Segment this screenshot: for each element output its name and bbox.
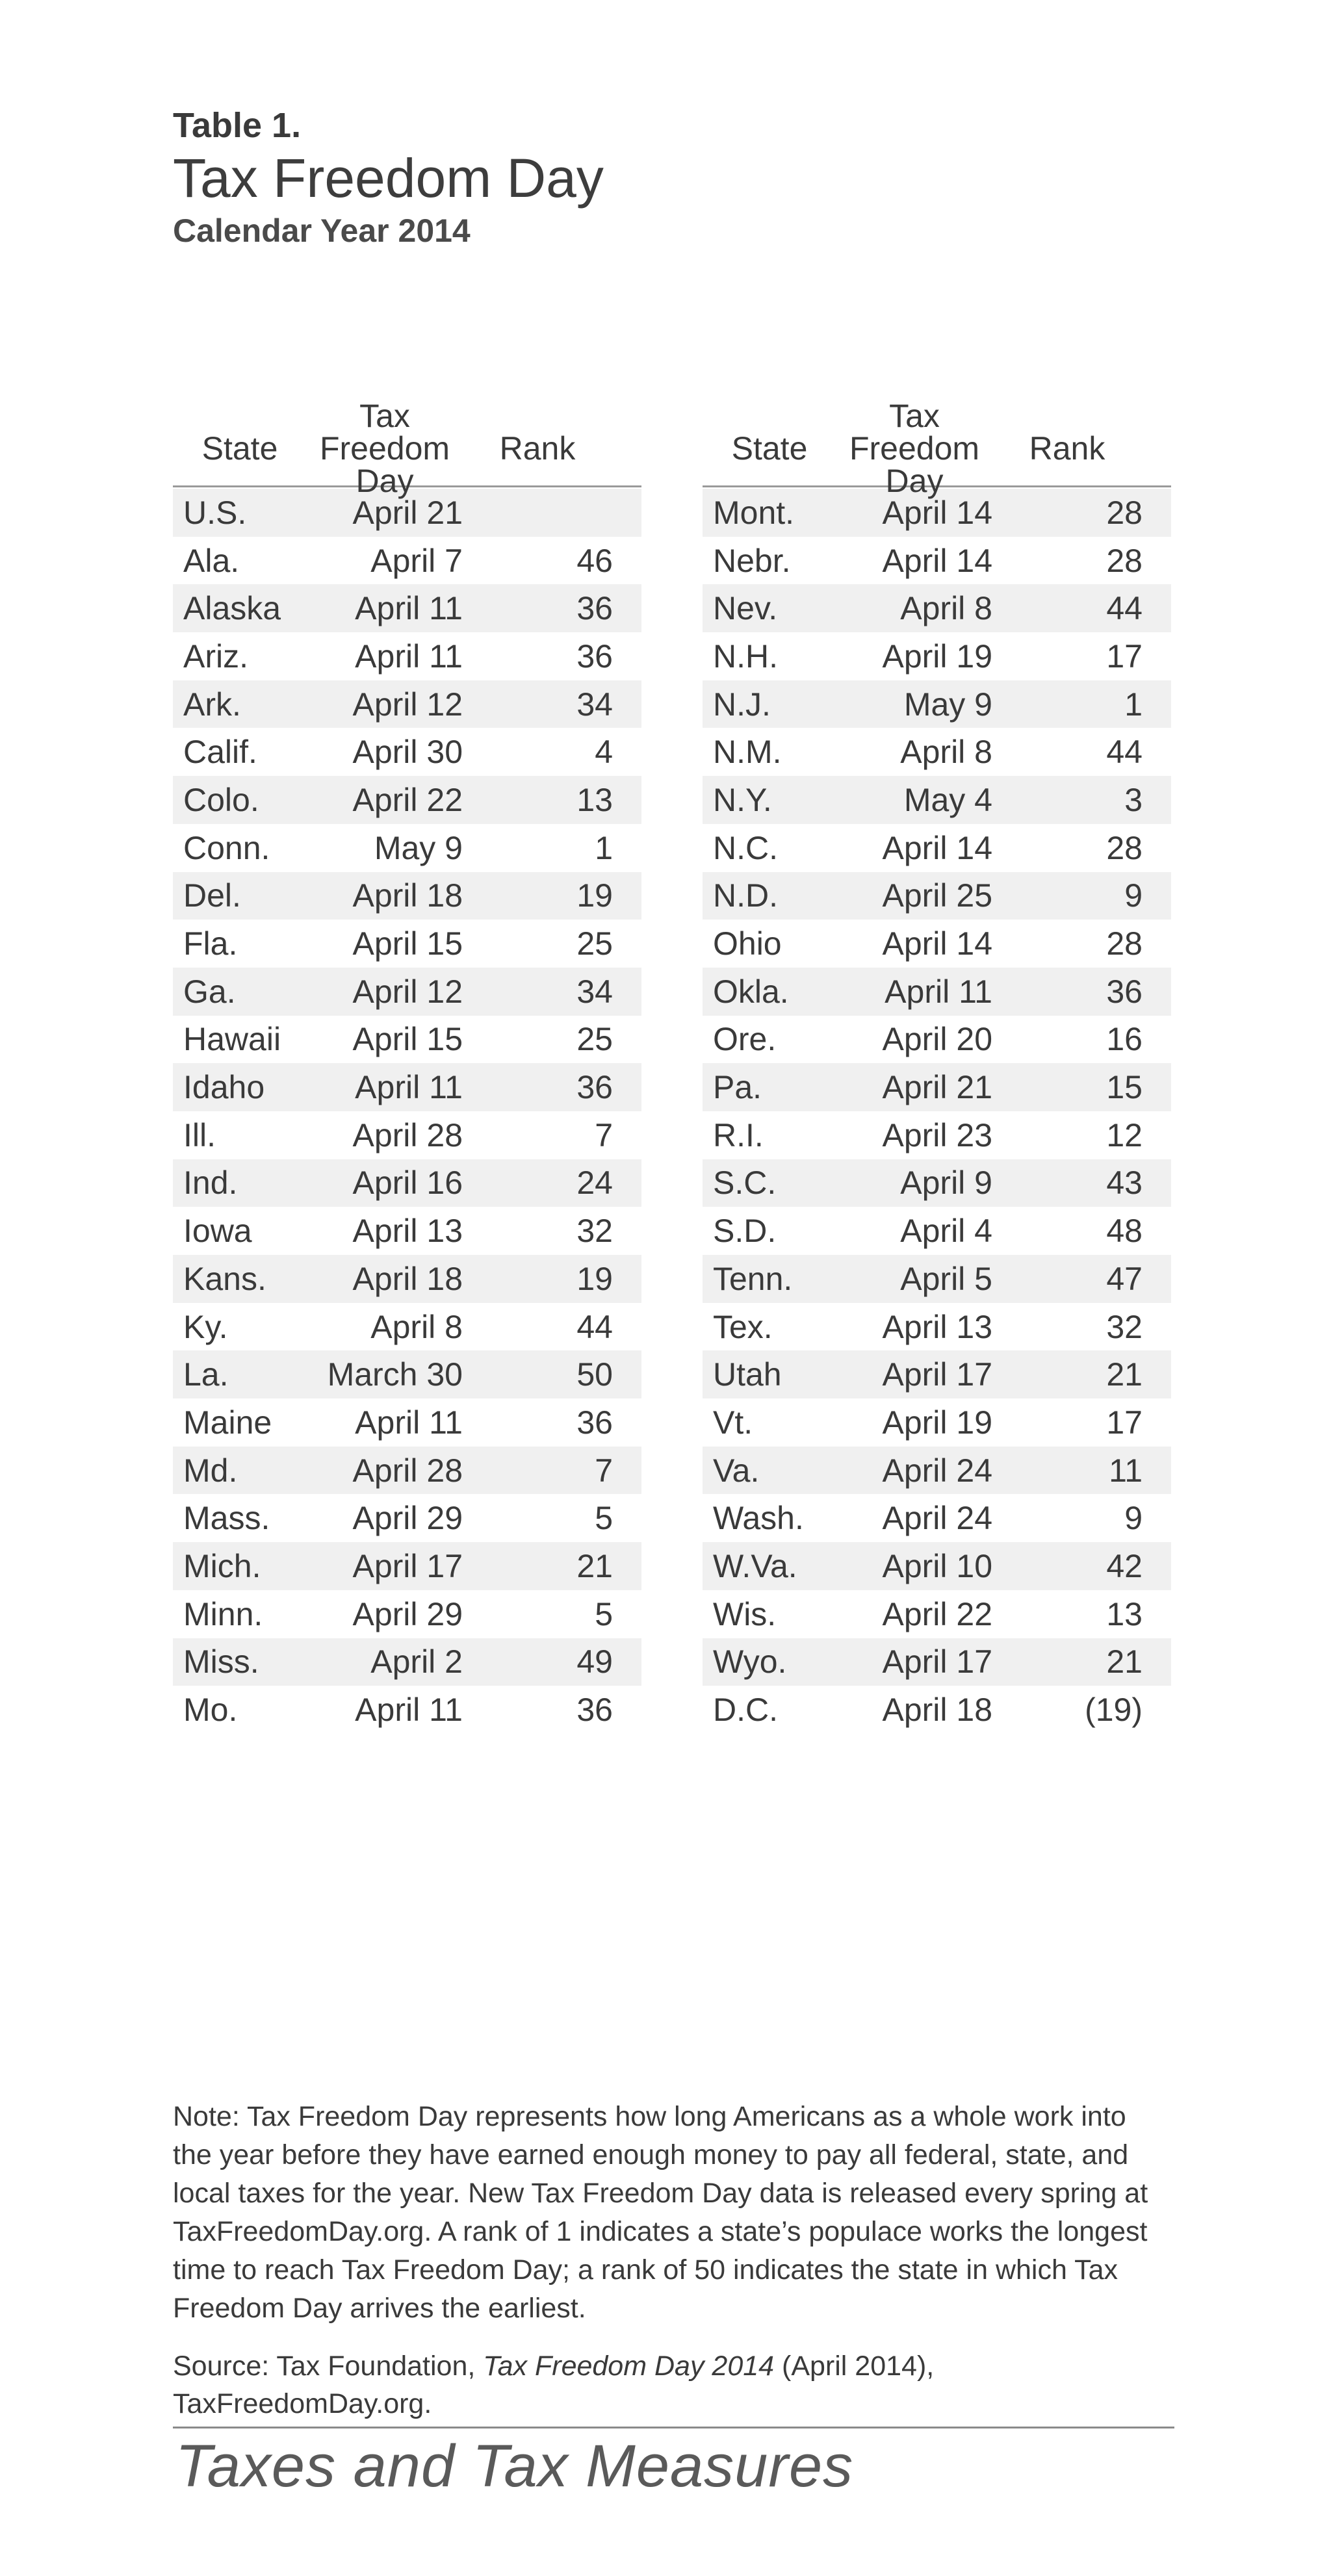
- col-header-day-line2: Day: [355, 462, 414, 499]
- cell-day: April 14: [882, 542, 992, 579]
- col-header-rank: Rank: [499, 430, 576, 467]
- cell-rank: 19: [576, 877, 613, 914]
- cell-day: April 28: [352, 1116, 463, 1153]
- cell-state: Maine: [183, 1404, 272, 1441]
- cell-state: Alaska: [183, 590, 281, 627]
- table-row: [173, 680, 641, 728]
- cell-state: Ind.: [183, 1165, 238, 1202]
- cell-state: Md.: [183, 1452, 238, 1489]
- table-row: [173, 872, 641, 920]
- cell-state: Okla.: [713, 973, 789, 1010]
- cell-day: April 25: [882, 877, 992, 914]
- cell-rank: 15: [1106, 1069, 1143, 1106]
- cell-day: April 8: [370, 1308, 463, 1345]
- cell-state: Ala.: [183, 542, 240, 579]
- table-row: [173, 632, 641, 680]
- table-row: [703, 1590, 1171, 1638]
- cell-day: April 10: [882, 1547, 992, 1584]
- table-row: [173, 920, 641, 968]
- cell-state: Wyo.: [713, 1643, 787, 1681]
- cell-state: N.M.: [713, 734, 782, 771]
- table-row: [173, 1063, 641, 1111]
- cell-rank: 12: [1106, 1116, 1143, 1153]
- cell-rank: 44: [1106, 590, 1143, 627]
- cell-rank: 21: [1106, 1356, 1143, 1393]
- cell-day: April 21: [352, 494, 463, 531]
- cell-day: May 9: [374, 829, 463, 866]
- cell-rank: 34: [576, 973, 613, 1010]
- cell-state: Utah: [713, 1356, 782, 1393]
- table-row: [703, 872, 1171, 920]
- page-subtitle: Calendar Year 2014: [173, 213, 471, 249]
- cell-rank: 36: [1106, 973, 1143, 1010]
- table-row: [703, 680, 1171, 728]
- cell-state: Nebr.: [713, 542, 791, 579]
- cell-rank: 5: [595, 1595, 613, 1632]
- cell-rank: 7: [595, 1452, 613, 1489]
- cell-state: Ohio: [713, 925, 782, 962]
- col-header-state: State: [201, 430, 278, 467]
- cell-rank: 25: [576, 925, 613, 962]
- table-row: [703, 537, 1171, 585]
- table-row: [703, 1016, 1171, 1064]
- table-row: [703, 1350, 1171, 1398]
- cell-state: Mich.: [183, 1547, 261, 1584]
- cell-rank: (19): [1085, 1692, 1143, 1729]
- table-note: Note: Tax Freedom Day represents how long Americans as a whole work into the year before they have earned enough money to pay all federal, state, and local taxes for the year. New Tax Freedom Day data is released every spring at TaxFreedomDay.org. A rank of 1 indicates a state’s populace works the longest time to reach Tax Freedom Day; a rank of 50 indicates the state in which Tax Freedom Day arrives the earliest.: [173, 2101, 1148, 2324]
- cell-day: April 11: [885, 973, 992, 1010]
- cell-state: Ky.: [183, 1308, 228, 1345]
- table-row: [173, 1207, 641, 1255]
- cell-state: Calif.: [183, 734, 257, 771]
- cell-state: N.C.: [713, 829, 778, 866]
- table-row: [703, 1686, 1171, 1734]
- table-row: [173, 968, 641, 1016]
- cell-rank: 36: [576, 1069, 613, 1106]
- cell-rank: 21: [1106, 1643, 1143, 1681]
- cell-state: Ill.: [183, 1116, 216, 1153]
- cell-rank: 32: [576, 1213, 613, 1250]
- cell-day: April 9: [900, 1165, 992, 1202]
- table-header: [173, 397, 641, 499]
- cell-day: April 11: [355, 1404, 463, 1441]
- table-row: [703, 632, 1171, 680]
- cell-state: Minn.: [183, 1595, 263, 1632]
- table-row: [173, 1350, 641, 1398]
- cell-rank: 44: [576, 1308, 613, 1345]
- col-header-state: State: [731, 430, 808, 467]
- cell-state: Miss.: [183, 1643, 259, 1681]
- col-header-day: [836, 397, 992, 499]
- cell-rank: 17: [1106, 638, 1143, 675]
- cell-rank: 24: [576, 1165, 613, 1202]
- cell-day: April 22: [352, 781, 463, 818]
- cell-day: April 20: [882, 1021, 992, 1058]
- source-title: Tax Freedom Day 2014: [483, 2351, 775, 2382]
- table-row: [173, 1111, 641, 1159]
- cell-rank: 32: [1106, 1308, 1143, 1345]
- cell-day: May 9: [903, 686, 992, 723]
- cell-day: April 17: [882, 1643, 992, 1681]
- cell-rank: 21: [576, 1547, 613, 1584]
- cell-day: April 5: [900, 1260, 992, 1297]
- source-citation: [173, 2347, 1161, 2423]
- source-prefix: Source: Tax Foundation,: [173, 2351, 484, 2382]
- cell-rank: 36: [576, 1692, 613, 1729]
- cell-day: April 8: [900, 590, 992, 627]
- table-header: [703, 397, 1171, 499]
- cell-day: April 13: [882, 1308, 992, 1345]
- table-body-left: [173, 489, 641, 1734]
- cell-state: Ariz.: [183, 638, 248, 675]
- table-row: [703, 776, 1171, 824]
- table-right: [703, 397, 1171, 1734]
- cell-day: April 16: [352, 1165, 463, 1202]
- cell-day: April 8: [900, 734, 992, 771]
- table-row: [703, 920, 1171, 968]
- cell-rank: 48: [1106, 1213, 1143, 1250]
- table-row: [703, 1398, 1171, 1447]
- cell-day: April 12: [352, 973, 463, 1010]
- table-row: [703, 824, 1171, 872]
- cell-state: Fla.: [183, 925, 238, 962]
- cell-day: April 24: [882, 1452, 992, 1489]
- cell-rank: 28: [1106, 494, 1143, 531]
- table-row: [703, 1159, 1171, 1207]
- cell-state: Hawaii: [183, 1021, 281, 1058]
- cell-rank: 42: [1106, 1547, 1143, 1584]
- cell-rank: 28: [1106, 925, 1143, 962]
- cell-state: Nev.: [713, 590, 778, 627]
- cell-rank: 1: [595, 829, 613, 866]
- cell-day: April 14: [882, 829, 992, 866]
- cell-rank: 25: [576, 1021, 613, 1058]
- table-heading: [173, 104, 604, 250]
- cell-day: April 2: [370, 1643, 463, 1681]
- table-row: [173, 1590, 641, 1638]
- cell-rank: 49: [576, 1643, 613, 1681]
- cell-state: Colo.: [183, 781, 259, 818]
- cell-day: March 30: [327, 1356, 463, 1393]
- cell-day: April 18: [882, 1692, 992, 1729]
- cell-state: Del.: [183, 877, 241, 914]
- cell-day: April 12: [352, 686, 463, 723]
- table-row: [173, 584, 641, 632]
- cell-day: April 19: [882, 638, 992, 675]
- table-row: [173, 1159, 641, 1207]
- cell-day: April 30: [352, 734, 463, 771]
- cell-day: April 15: [352, 1021, 463, 1058]
- cell-day: April 15: [352, 925, 463, 962]
- cell-state: W.Va.: [713, 1547, 797, 1584]
- cell-rank: 13: [576, 781, 613, 818]
- cell-day: April 14: [882, 925, 992, 962]
- cell-state: Ga.: [183, 973, 236, 1010]
- table-row: [703, 1111, 1171, 1159]
- page-title: Tax Freedom Day: [173, 148, 604, 209]
- cell-rank: 28: [1106, 542, 1143, 579]
- cell-day: April 11: [355, 1069, 463, 1106]
- cell-day: April 17: [882, 1356, 992, 1393]
- table-row: [703, 1063, 1171, 1111]
- footer-divider: [173, 2427, 1174, 2428]
- cell-state: U.S.: [183, 494, 247, 531]
- cell-day: April 29: [352, 1500, 463, 1537]
- cell-state: Ark.: [183, 686, 241, 723]
- cell-state: Mont.: [713, 494, 795, 531]
- cell-rank: 36: [576, 1404, 613, 1441]
- table-row: [703, 1638, 1171, 1686]
- table-row: [703, 1542, 1171, 1590]
- table-body-right: [703, 489, 1171, 1734]
- cell-rank: 36: [576, 638, 613, 675]
- table-row: [703, 1255, 1171, 1303]
- table-row: [173, 776, 641, 824]
- col-header-day: [307, 397, 463, 499]
- cell-day: April 17: [352, 1547, 463, 1584]
- cell-rank: 17: [1106, 1404, 1143, 1441]
- col-header-day-line1: Tax Freedom: [849, 397, 980, 467]
- table-left: [173, 397, 641, 1734]
- table-row: [173, 1494, 641, 1542]
- cell-state: Iowa: [183, 1213, 252, 1250]
- cell-day: April 23: [882, 1116, 992, 1153]
- cell-state: N.D.: [713, 877, 778, 914]
- cell-state: Va.: [713, 1452, 760, 1489]
- cell-state: Mass.: [183, 1500, 270, 1537]
- cell-state: Wash.: [713, 1500, 804, 1537]
- cell-state: R.I.: [713, 1116, 764, 1153]
- cell-day: April 22: [882, 1595, 992, 1632]
- cell-rank: 36: [576, 590, 613, 627]
- cell-day: April 19: [882, 1404, 992, 1441]
- cell-state: Tex.: [713, 1308, 773, 1345]
- cell-rank: 43: [1106, 1165, 1143, 1202]
- cell-state: S.D.: [713, 1213, 777, 1250]
- cell-state: Tenn.: [713, 1260, 793, 1297]
- table-row: [703, 489, 1171, 537]
- cell-rank: 5: [595, 1500, 613, 1537]
- cell-day: April 29: [352, 1595, 463, 1632]
- table-row: [703, 1494, 1171, 1542]
- cell-rank: 44: [1106, 734, 1143, 771]
- cell-day: April 4: [900, 1213, 992, 1250]
- table-row: [173, 1255, 641, 1303]
- table-row: [703, 1207, 1171, 1255]
- table-row: [173, 824, 641, 872]
- table-row: [173, 728, 641, 776]
- cell-day: April 11: [355, 590, 463, 627]
- cell-state: Idaho: [183, 1069, 265, 1106]
- cell-rank: 47: [1106, 1260, 1143, 1297]
- col-header-day-line1: Tax Freedom: [319, 397, 450, 467]
- table-row: [703, 728, 1171, 776]
- cell-rank: 46: [576, 542, 613, 579]
- cell-rank: 3: [1124, 781, 1143, 818]
- cell-state: La.: [183, 1356, 229, 1393]
- table-row: [703, 584, 1171, 632]
- cell-rank: 19: [576, 1260, 613, 1297]
- cell-rank: 34: [576, 686, 613, 723]
- table-row: [173, 537, 641, 585]
- cell-state: Wis.: [713, 1595, 777, 1632]
- table-row: [703, 968, 1171, 1016]
- cell-day: April 18: [352, 877, 463, 914]
- cell-day: April 11: [355, 638, 463, 675]
- cell-day: April 18: [352, 1260, 463, 1297]
- table-row: [173, 1398, 641, 1447]
- cell-rank: 9: [1124, 877, 1143, 914]
- cell-rank: 11: [1109, 1452, 1143, 1489]
- section-footer: Taxes and Tax Measures: [175, 2433, 854, 2499]
- cell-day: April 7: [370, 542, 463, 579]
- table-row: [173, 1447, 641, 1495]
- cell-day: April 14: [882, 494, 992, 531]
- cell-state: D.C.: [713, 1692, 778, 1729]
- cell-state: Vt.: [713, 1404, 753, 1441]
- cell-rank: 7: [595, 1116, 613, 1153]
- table-row: [173, 1016, 641, 1064]
- cell-rank: 28: [1106, 829, 1143, 866]
- cell-rank: 16: [1106, 1021, 1143, 1058]
- cell-day: April 11: [355, 1692, 463, 1729]
- cell-state: N.Y.: [713, 781, 772, 818]
- table-row: [173, 489, 641, 537]
- source-suffix: (April 2014), TaxFreedomDay.org.: [173, 2351, 935, 2419]
- cell-day: April 28: [352, 1452, 463, 1489]
- cell-rank: 9: [1124, 1500, 1143, 1537]
- cell-day: May 4: [903, 781, 992, 818]
- cell-state: S.C.: [713, 1165, 777, 1202]
- table-row: [173, 1638, 641, 1686]
- cell-state: N.J.: [713, 686, 771, 723]
- cell-state: Mo.: [183, 1692, 238, 1729]
- cell-state: Kans.: [183, 1260, 266, 1297]
- cell-state: Conn.: [183, 829, 270, 866]
- cell-rank: 50: [576, 1356, 613, 1393]
- cell-rank: 1: [1124, 686, 1143, 723]
- table-row: [703, 1447, 1171, 1495]
- cell-day: April 13: [352, 1213, 463, 1250]
- table-label: Table 1.: [173, 106, 302, 145]
- cell-day: April 21: [882, 1069, 992, 1106]
- cell-state: N.H.: [713, 638, 778, 675]
- cell-state: Ore.: [713, 1021, 777, 1058]
- table-row: [173, 1686, 641, 1734]
- cell-state: Pa.: [713, 1069, 762, 1106]
- cell-rank: 13: [1106, 1595, 1143, 1632]
- col-header-rank: Rank: [1029, 430, 1105, 467]
- cell-rank: 4: [595, 734, 613, 771]
- table-row: [173, 1303, 641, 1351]
- table-row: [173, 1542, 641, 1590]
- cell-day: April 24: [882, 1500, 992, 1537]
- table-row: [703, 1303, 1171, 1351]
- col-header-day-line2: Day: [885, 462, 944, 499]
